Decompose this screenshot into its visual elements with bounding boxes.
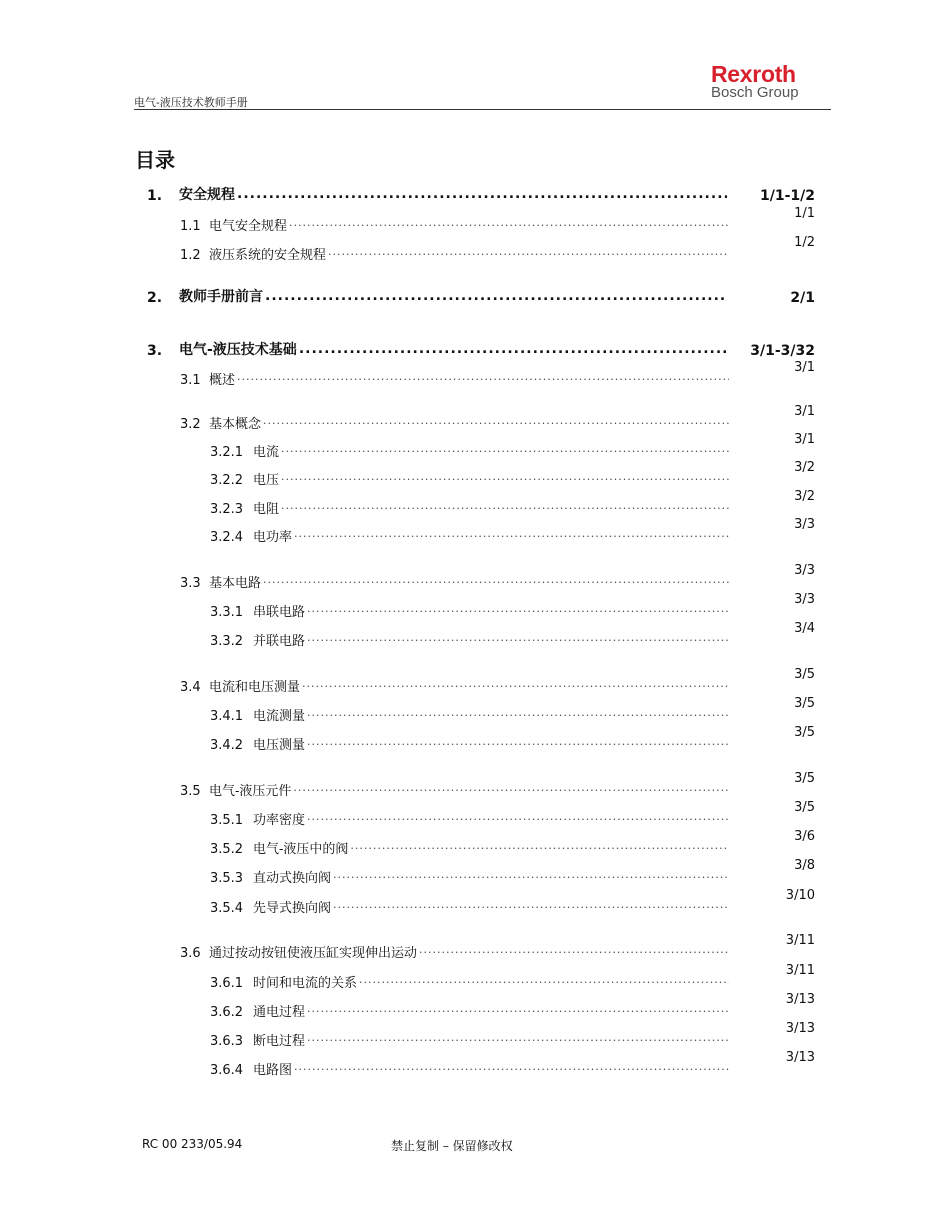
toc-entry[interactable] [135,696,815,724]
toc-entry-number: 3.5.4 [210,901,244,916]
toc-entry-label: 电气安全规程 [209,219,288,234]
toc-entry-number: 3. [147,343,163,359]
dot-leader [265,288,727,306]
dot-leader [307,735,729,753]
toc-entry-page: 3/1 [794,404,815,419]
toc-entry-page: 3/6 [794,829,815,844]
toc-entry-number: 3.6.1 [210,976,244,991]
toc-entry[interactable] [135,800,815,828]
toc-entry[interactable] [135,235,815,263]
toc-entry[interactable] [135,563,815,591]
toc-entry[interactable] [135,284,815,306]
dot-leader [350,839,729,857]
toc-entry-number: 2. [147,290,163,306]
toc-entry-label: 电压测量 [253,738,306,753]
toc-entry-label: 电流和电压测量 [209,680,301,695]
dot-leader [281,442,729,460]
header-divider [134,109,831,110]
toc-entry-number: 3.5.3 [210,871,244,886]
toc-entry[interactable] [135,360,815,388]
logo-subtitle: Bosch Group [711,84,799,101]
toc-entry[interactable] [135,337,815,359]
dot-leader [294,1060,729,1078]
toc-entry[interactable] [135,771,815,799]
toc-entry-page: 3/5 [794,800,815,815]
dot-leader [293,781,729,799]
toc-entry-label: 电流 [253,445,280,460]
toc-entry[interactable] [135,460,815,488]
toc-entry-number: 1.1 [180,219,201,234]
toc-entry-label: 电路图 [253,1063,293,1078]
rexroth-logo [711,61,831,100]
toc-entry[interactable] [135,432,815,460]
toc-entry[interactable] [135,829,815,857]
toc-entry-number: 3.6 [180,946,201,961]
toc-entry[interactable] [135,182,815,204]
dot-leader [281,499,729,517]
toc-entry-label: 串联电路 [253,605,306,620]
dot-leader [307,631,729,649]
toc-entry-number: 3.6.3 [210,1034,244,1049]
toc-entry-label: 断电过程 [253,1034,306,1049]
toc-entry-number: 3.6.4 [210,1063,244,1078]
toc-entry-number: 3.2 [180,417,201,432]
toc-entry[interactable] [135,1050,815,1078]
toc-entry-number: 3.5.2 [210,842,244,857]
toc-entry-number: 1.2 [180,248,201,263]
toc-entry[interactable] [135,933,815,961]
toc-entry-label: 通电过程 [253,1005,306,1020]
toc-entry-page: 3/3 [794,592,815,607]
toc-entry-page: 3/2 [794,460,815,475]
toc-entry-label: 液压系统的安全规程 [209,248,327,263]
dot-leader [237,370,729,388]
toc-entry-number: 3.6.2 [210,1005,244,1020]
footer-notice: 禁止复制 – 保留修改权 [391,1139,513,1153]
dot-leader [289,216,729,234]
toc-entry-label: 基本概念 [209,417,262,432]
toc-entry[interactable] [135,888,815,916]
dot-leader [302,677,729,695]
toc-entry-number: 3.4 [180,680,201,695]
toc-entry-number: 3.2.4 [210,530,244,545]
toc-entry-page: 1/1 [794,206,815,221]
dot-leader [307,1002,729,1020]
toc-entry-label: 基本电路 [209,576,262,591]
toc-entry-number: 3.3.2 [210,634,244,649]
dot-leader [294,527,729,545]
toc-entry-page: 3/13 [785,1050,815,1065]
dot-leader [419,943,729,961]
toc-entry-label: 并联电路 [253,634,306,649]
toc-entry-number: 3.3.1 [210,605,244,620]
toc-entry-page: 3/11 [785,933,815,948]
toc-entry-label: 概述 [209,373,236,388]
toc-entry-label: 教师手册前言 [179,289,263,305]
toc-entry-number: 3.5 [180,784,201,799]
toc-entry-page: 3/5 [794,725,815,740]
toc-entry-page: 3/13 [785,992,815,1007]
toc-entry-label: 电压 [253,473,280,488]
toc-entry-label: 安全规程 [179,187,235,203]
toc-title: 目录 [135,148,175,172]
toc-entry-label: 电功率 [253,530,293,545]
dot-leader [299,341,727,359]
toc-entry-page: 1/1-1/2 [759,188,815,204]
dot-leader [333,898,729,916]
toc-entry-page: 3/1-3/32 [750,343,815,359]
logo-brand: Rexroth [711,61,796,87]
toc-entry-label: 直动式换向阀 [253,871,332,886]
toc-entry-label: 通过按动按钮使液压缸实现伸出运动 [209,946,418,961]
toc-entry[interactable] [135,1021,815,1049]
toc-entry-page: 3/10 [785,888,815,903]
toc-entry[interactable] [135,858,815,886]
dot-leader [237,186,727,204]
toc-entry-page: 3/8 [794,858,815,873]
toc-entry-label: 功率密度 [253,813,306,828]
toc-entry[interactable] [135,489,815,517]
toc-entry-page: 3/5 [794,771,815,786]
toc-entry-number: 3.2.3 [210,502,244,517]
toc-entry-number: 3.5.1 [210,813,244,828]
dot-leader [328,245,729,263]
toc-entry[interactable] [135,592,815,620]
toc-entry-page: 3/3 [794,517,815,532]
toc-entry-label: 电气-液压元件 [209,784,292,799]
toc-entry-number: 1. [147,188,163,204]
dot-leader [307,810,729,828]
toc-entry-label: 电气-液压中的阀 [253,842,349,857]
toc-entry-number: 3.3 [180,576,201,591]
dot-leader [307,602,729,620]
toc-entry[interactable] [135,517,815,545]
toc-entry[interactable] [135,725,815,753]
toc-entry-page: 3/1 [794,432,815,447]
dot-leader [263,573,729,591]
toc-entry-number: 3.1 [180,373,201,388]
toc-entry-label: 电流测量 [253,709,306,724]
toc-entry-number: 3.2.2 [210,473,244,488]
toc-entry-number: 3.4.2 [210,738,244,753]
dot-leader [263,414,729,432]
toc-entry-page: 3/13 [785,1021,815,1036]
toc-entry-number: 3.4.1 [210,709,244,724]
toc-entry[interactable] [135,621,815,649]
dot-leader [333,868,729,886]
toc-entry-label: 电阻 [253,502,280,517]
toc-entry-page: 1/2 [794,235,815,250]
toc-entry-page: 2/1 [790,290,815,306]
toc-entry[interactable] [135,963,815,991]
footer-doc-code: RC 00 233/05.94 [142,1137,243,1151]
toc-entry[interactable] [135,206,815,234]
document-title: 电气-液压技术教师手册 [134,96,248,109]
toc-entry-page: 3/4 [794,621,815,636]
toc-entry-page: 3/2 [794,489,815,504]
dot-leader [281,470,729,488]
toc-entry-page: 3/3 [794,563,815,578]
toc-entry-page: 3/5 [794,667,815,682]
toc-entry-page: 3/1 [794,360,815,375]
toc-entry[interactable] [135,404,815,432]
toc-entry[interactable] [135,992,815,1020]
toc-entry-number: 3.2.1 [210,445,244,460]
dot-leader [307,706,729,724]
toc-entry-label: 时间和电流的关系 [253,976,358,991]
toc-entry[interactable] [135,667,815,695]
toc-entry-page: 3/5 [794,696,815,711]
toc-entry-page: 3/11 [785,963,815,978]
toc-entry-label: 电气-液压技术基础 [179,342,297,358]
toc-entry-label: 先导式换向阀 [253,901,332,916]
dot-leader [307,1031,729,1049]
dot-leader [359,973,729,991]
